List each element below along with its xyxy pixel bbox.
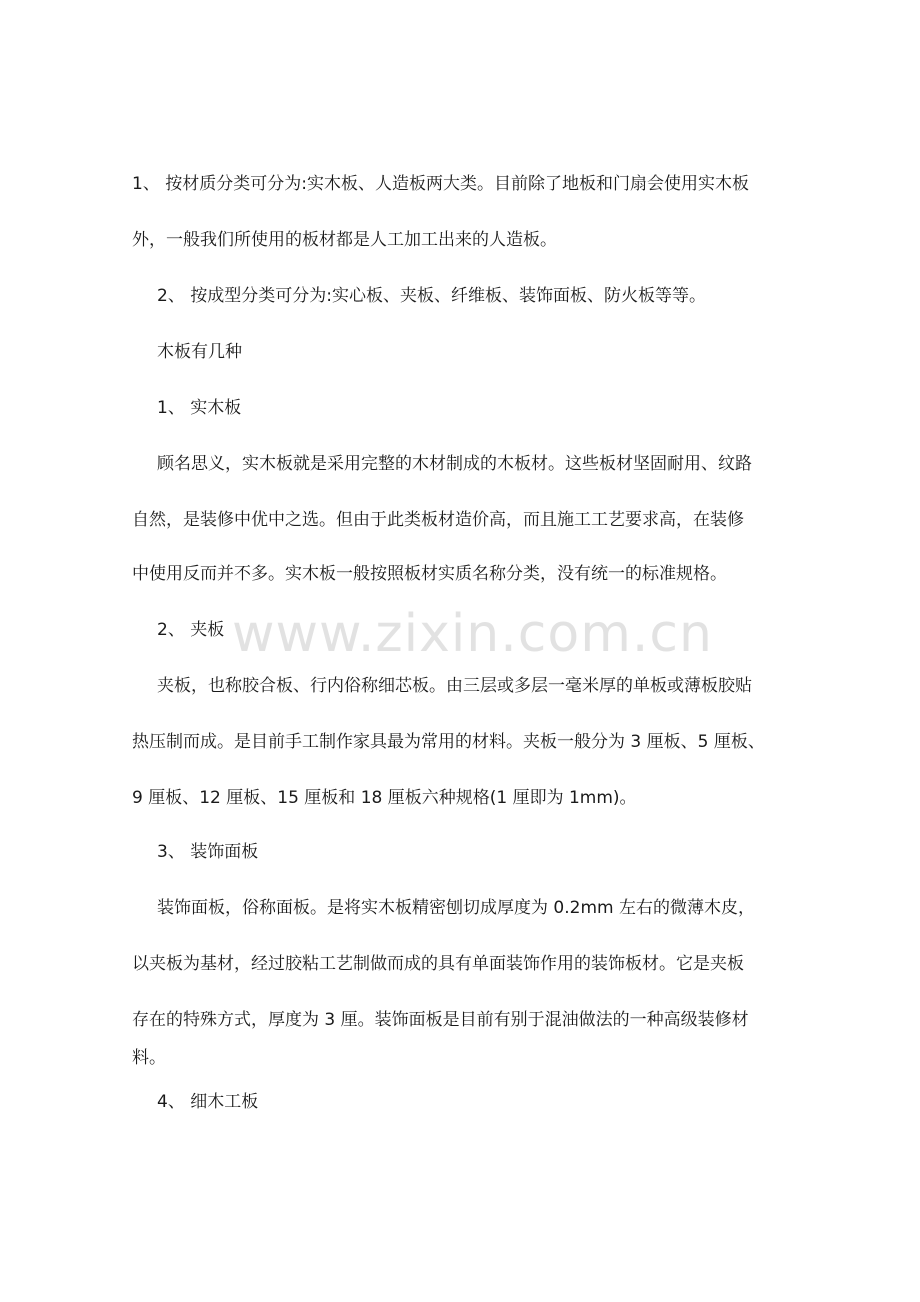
section-heading: 1、 实木板 — [157, 398, 242, 418]
paragraph-line: 料。 — [132, 1048, 166, 1068]
paragraph-line: 顾名思义，实木板就是采用完整的木材制成的木板材。这些板材坚固耐用、纹路 — [157, 454, 752, 474]
paragraph-line: 以夹板为基材，经过胶粘工艺制做而成的具有单面装饰作用的装饰板材。它是夹板 — [132, 954, 744, 974]
section-heading: 2、 夹板 — [157, 620, 225, 640]
watermark: www.zixin.com.cn — [232, 604, 713, 664]
section-heading: 3、 装饰面板 — [157, 842, 259, 862]
paragraph-line: 2、 按成型分类可分为:实心板、夹板、纤维板、装饰面板、防火板等等。 — [157, 286, 706, 306]
paragraph-line: 中使用反而并不多。实木板一般按照板材实质名称分类，没有统一的标准规格。 — [132, 564, 727, 584]
paragraph-line: 1、 按材质分类可分为:实木板、人造板两大类。目前除了地板和门扇会使用实木板 — [132, 174, 749, 194]
section-heading: 木板有几种 — [157, 342, 242, 362]
paragraph-line: 热压制而成。是目前手工制作家具最为常用的材料。夹板一般分为 3 厘板、5 厘板、 — [132, 732, 765, 752]
paragraph-line: 装饰面板，俗称面板。是将实木板精密刨切成厚度为 0.2mm 左右的微薄木皮， — [157, 898, 755, 918]
paragraph-line: 自然，是装修中优中之选。但由于此类板材造价高，而且施工工艺要求高，在装修 — [132, 510, 744, 530]
paragraph-line: 外，一般我们所使用的板材都是人工加工出来的人造板。 — [132, 230, 557, 250]
section-heading: 4、 细木工板 — [157, 1092, 259, 1112]
paragraph-line: 9 厘板、12 厘板、15 厘板和 18 厘板六种规格(1 厘即为 1mm)。 — [132, 788, 637, 808]
paragraph-line: 夹板，也称胶合板、行内俗称细芯板。由三层或多层一毫米厚的单板或薄板胶贴 — [157, 676, 752, 696]
paragraph-line: 存在的特殊方式，厚度为 3 厘。装饰面板是目前有别于混油做法的一种高级装修材 — [132, 1010, 749, 1030]
